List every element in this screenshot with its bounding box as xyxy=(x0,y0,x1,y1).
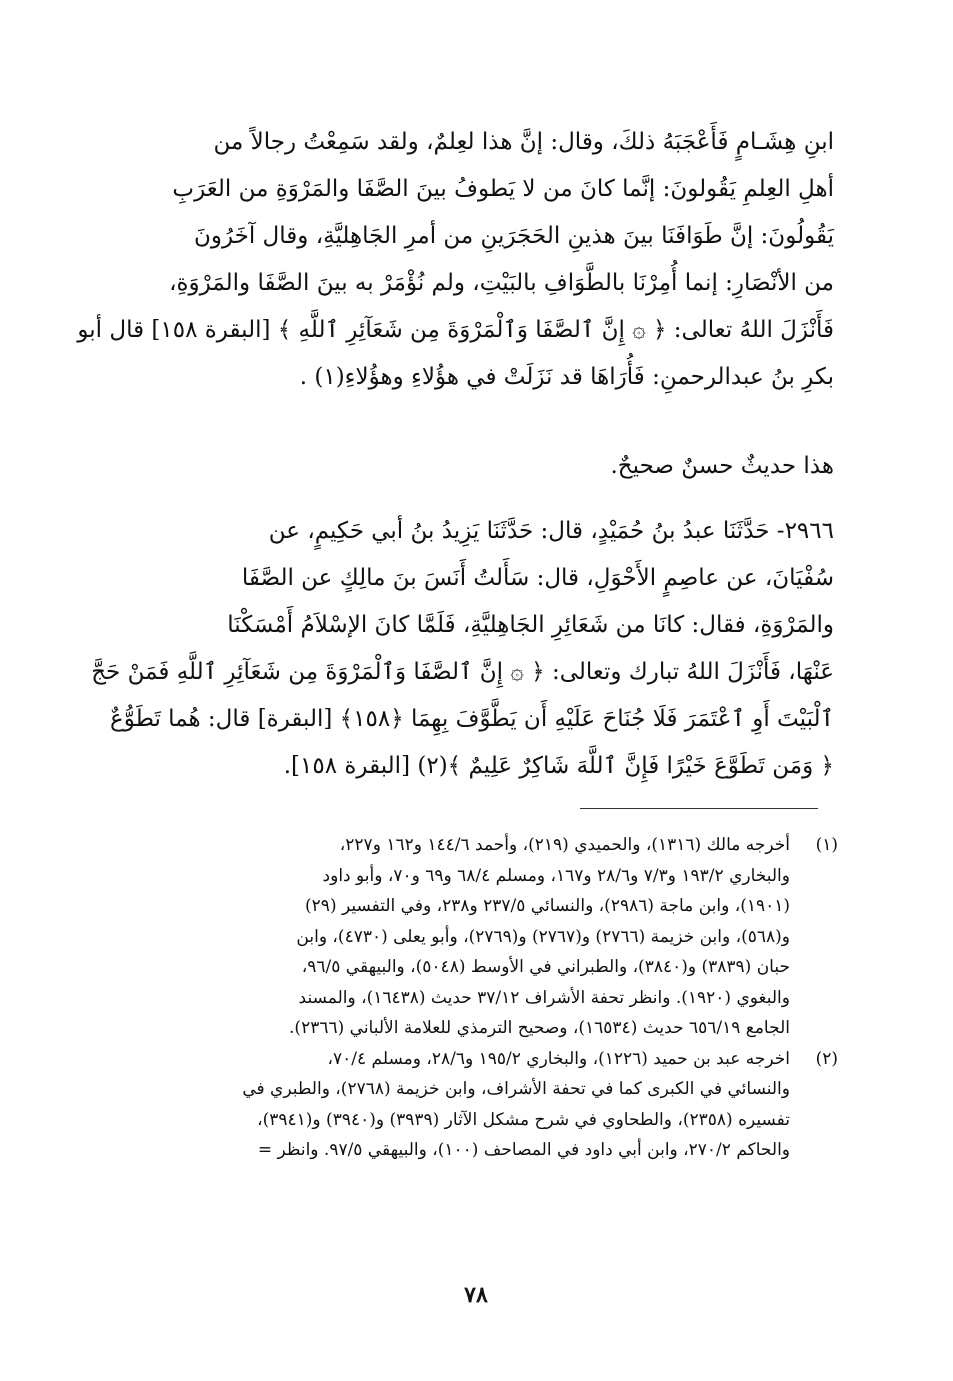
page-number: ٧٨ xyxy=(464,1282,488,1308)
footnote-line: اخرجه عبد بن حميد (١٢٢٦)، والبخاري ١٩٥/٢ و٢٨/٦، ومسلم ٧٠/٤، xyxy=(327,1048,790,1069)
text-line: من الأنْصَارِ: إنما أُمِرْنَا بالطَّوَافِ بالبَيْتِ، ولم نُؤْمَرْ به بينَ الصَّفَا والمَرْوَةِ، xyxy=(169,270,834,296)
footnote-number: (٢) xyxy=(815,1048,838,1069)
footnote-line: والحاكم ٢٧٠/٢، وابن أبي داود في المصاحف (١٠٠)، والبيهقي ٩٧/٥. وانظر = xyxy=(257,1140,790,1160)
grade-text: هذا حديثٌ حسنٌ صحيحٌ. xyxy=(610,453,834,479)
text-line: أهلِ العِلمِ يَقُولونَ: إنَّما كانَ من لا يَطوفُ بينَ الصَّفَا والمَرْوَةِ من العَرَبِ xyxy=(172,176,834,202)
text-line: فَأَنْزَلَ اللهُ تعالى: ﴿ ۞ إِنَّ ٱلصَّفَا وَٱلْمَرْوَةَ مِن شَعَآئِرِ ٱللَّهِ ﴾ [البقرة ١٥٨] قال أبو xyxy=(77,317,834,343)
hadith-commentary-paragraph xyxy=(77,119,834,401)
footnote-line: أخرجه مالك (١٣١٦)، والحميدي (٢١٩)، وأحمد ١٤٤/٦ و١٦٢ و٢٢٧، xyxy=(339,835,790,855)
footnote-2 xyxy=(128,1044,838,1166)
footnote-line: حبان (٣٨٣٩) و(٣٨٤٠)، والطبراني في الأوسط (٥٠٤٨)، والبيهقي ٩٦/٥، xyxy=(301,957,790,977)
footnote-line: والبخاري ١٩٣/٢ و٧/٣ و٢٨/٦ و١٦٧، ومسلم ٦٨/٤ و٦٩ و٧٠، وأبو داود xyxy=(322,865,790,886)
footnote-line: والبغوي (١٩٢٠). وانظر تحفة الأشراف ٣٧/١٢ حديث (١٦٤٣٨)، والمسند xyxy=(298,987,790,1008)
footnote-line: و(٥٦٨)، وابن خزيمة (٢٧٦٦) و(٢٧٦٧) و(٢٧٦٩)، وأبو يعلى (٤٧٣٠)، وابن xyxy=(296,926,790,947)
text-line: والمَرْوَةِ، فقال: كانَا من شَعَائِرِ الجَاهِليَّةِ، فَلَمَّا كانَ الإسْلاَمُ أَمْسَكْنَا xyxy=(227,612,834,638)
text-line: ٱلْبَيْتَ أَوِ ٱعْتَمَرَ فَلَا جُنَاحَ عَلَيْهِ أَن يَطَّوَّفَ بِهِمَا ﴿١٥٨﴾ [البقرة] قال: هُما تَطَوُّعٌ xyxy=(110,706,834,732)
text-line: عَنْهَا، فَأَنْزَلَ اللهُ تبارك وتعالى: ﴿ ۞ إِنَّ ٱلصَّفَا وَٱلْمَرْوَةَ مِن شَعَآئِرِ ٱللَّهِ فَمَنْ حَجَّ xyxy=(91,659,834,685)
hadith-grade xyxy=(128,443,834,490)
hadith-2966-paragraph xyxy=(91,508,834,790)
text-line: يَقُولُونَ: إنَّ طَوَافَنَا بينَ هذينِ الحَجَرَينِ من أمرِ الجَاهِليَّةِ، وقال آخَرُونَ xyxy=(193,223,834,249)
footnote-line: تفسيره (٢٣٥٨)، والطحاوي في شرح مشكل الآثار (٣٩٣٩) و(٣٩٤٠) و(٣٩٤١)، xyxy=(257,1109,790,1130)
footnote-1 xyxy=(128,830,838,1044)
footnote-line: (١٩٠١)، وابن ماجة (٢٩٨٦)، والنسائي ٢٣٧/٥ و٢٣٨، وفي التفسير (٢٩) xyxy=(305,896,790,916)
footnotes xyxy=(128,830,838,1166)
text-line: سُفْيَانَ، عن عاصِمٍ الأَحْوَلِ، قال: سَأَلتُ أَنَسَ بنَ مالِكٍ عن الصَّفَا xyxy=(241,565,834,591)
text-line: ٢٩٦٦- حَدَّثَنَا عبدُ بنُ حُمَيْدٍ، قال: حَدَّثَنَا يَزِيدُ بنُ أبي حَكِيمٍ، عن xyxy=(268,518,834,544)
text-line: بكرِ بنُ عبدالرحمنِ: فَأُرَاهَا قد نَزَلَتْ في هؤُلاءِ وهؤُلاءِ(١) . xyxy=(299,364,834,390)
footnote-divider xyxy=(580,808,818,809)
footnote-line: والنسائي في الكبرى كما في تحفة الأشراف، وابن خزيمة (٢٧٦٨)، والطبري في xyxy=(242,1079,790,1099)
footnote-line: الجامع ٦٥٦/١٩ حديث (١٦٥٣٤)، وصحيح الترمذي للعلامة الألباني (٢٣٦٦). xyxy=(289,1018,790,1038)
text-line: ﴿ وَمَن تَطَوَّعَ خَيْرًا فَإِنَّ ٱللَّهَ شَاكِرٌ عَلِيمٌ ﴾(٢) [البقرة ١٥٨]. xyxy=(283,753,834,779)
text-line: ابنِ هِشَـامٍ فَأَعْجَبَهُ ذلكَ، وقال: إنَّ هذا لعِلمٌ، ولقد سَمِعْتُ رجالاً من xyxy=(213,129,834,155)
footnote-number: (١) xyxy=(815,835,838,855)
